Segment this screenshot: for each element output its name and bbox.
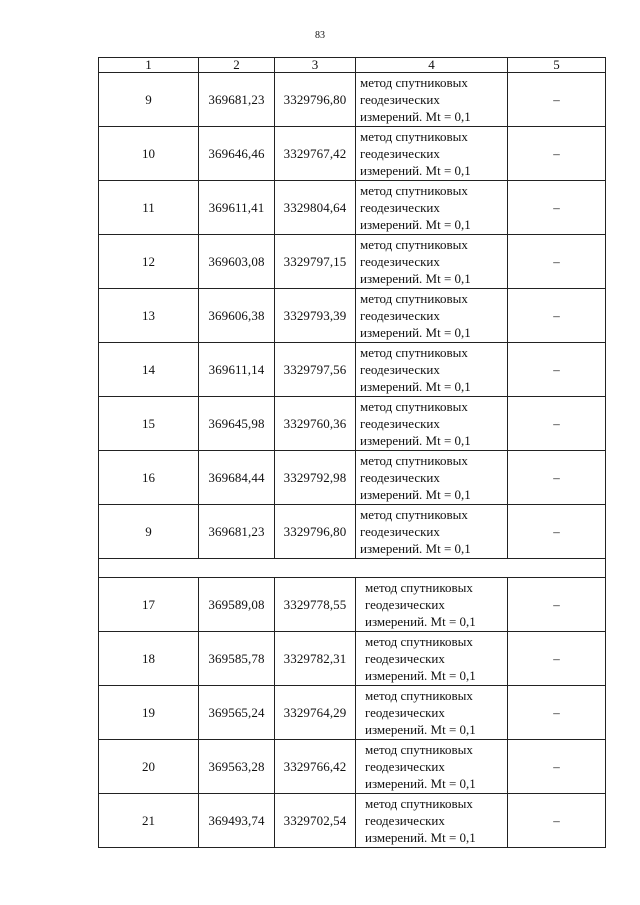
error-cell: –: [508, 632, 606, 686]
x-coordinate-cell: 369585,78: [199, 632, 275, 686]
error-cell: –: [508, 578, 606, 632]
y-coordinate-cell: 3329760,36: [275, 397, 356, 451]
table-row: [99, 289, 606, 343]
column-header: 1: [99, 58, 199, 73]
error-cell: –: [508, 343, 606, 397]
error-cell: –: [508, 181, 606, 235]
method-line: измерений. Mt = 0,1: [365, 830, 476, 845]
y-coordinate-cell: 3329797,15: [275, 235, 356, 289]
table-row: [99, 632, 606, 686]
method-cell: [356, 794, 508, 848]
method-line: измерений. Mt = 0,1: [360, 433, 471, 448]
method-line: геодезических: [360, 254, 440, 269]
point-id-cell: 18: [99, 632, 199, 686]
error-cell: –: [508, 451, 606, 505]
table-row: [99, 73, 606, 127]
point-id-cell: 21: [99, 794, 199, 848]
method-cell: [356, 686, 508, 740]
method-cell: [356, 289, 508, 343]
y-coordinate-cell: 3329793,39: [275, 289, 356, 343]
method-cell: [356, 578, 508, 632]
y-coordinate-cell: 3329797,56: [275, 343, 356, 397]
column-header: 3: [275, 58, 356, 73]
point-id-cell: 17: [99, 578, 199, 632]
error-cell: –: [508, 289, 606, 343]
method-line: геодезических: [360, 200, 440, 215]
section-separator: [99, 559, 606, 578]
table-row: [99, 181, 606, 235]
point-id-cell: 9: [99, 73, 199, 127]
error-cell: –: [508, 794, 606, 848]
error-cell: –: [508, 505, 606, 559]
x-coordinate-cell: 369563,28: [199, 740, 275, 794]
y-coordinate-cell: 3329804,64: [275, 181, 356, 235]
method-line: метод спутниковых: [365, 634, 473, 649]
point-id-cell: 14: [99, 343, 199, 397]
method-line: геодезических: [360, 92, 440, 107]
method-cell: [356, 73, 508, 127]
page-number: 83: [315, 30, 325, 41]
y-coordinate-cell: 3329796,80: [275, 505, 356, 559]
method-line: геодезических: [365, 705, 445, 720]
x-coordinate-cell: 369493,74: [199, 794, 275, 848]
error-cell: –: [508, 127, 606, 181]
method-line: геодезических: [360, 416, 440, 431]
method-cell: [356, 397, 508, 451]
method-line: измерений. Mt = 0,1: [360, 325, 471, 340]
table-row: [99, 505, 606, 559]
table-row: [99, 127, 606, 181]
method-line: измерений. Mt = 0,1: [360, 163, 471, 178]
table-row: [99, 235, 606, 289]
x-coordinate-cell: 369684,44: [199, 451, 275, 505]
method-line: геодезических: [365, 651, 445, 666]
method-line: измерений. Mt = 0,1: [360, 109, 471, 124]
method-line: геодезических: [365, 759, 445, 774]
method-cell: [356, 127, 508, 181]
column-header: 4: [356, 58, 508, 73]
method-cell: [356, 451, 508, 505]
table-row: [99, 686, 606, 740]
method-line: измерений. Mt = 0,1: [360, 541, 471, 556]
method-line: метод спутниковых: [360, 345, 468, 360]
error-cell: –: [508, 73, 606, 127]
table-row: [99, 343, 606, 397]
method-cell: [356, 181, 508, 235]
x-coordinate-cell: 369645,98: [199, 397, 275, 451]
point-id-cell: 12: [99, 235, 199, 289]
method-line: измерений. Mt = 0,1: [360, 379, 471, 394]
point-id-cell: 13: [99, 289, 199, 343]
point-id-cell: 9: [99, 505, 199, 559]
method-line: метод спутниковых: [360, 129, 468, 144]
method-line: геодезических: [360, 146, 440, 161]
error-cell: –: [508, 686, 606, 740]
coordinates-table: [98, 57, 606, 848]
x-coordinate-cell: 369681,23: [199, 505, 275, 559]
method-cell: [356, 740, 508, 794]
y-coordinate-cell: 3329778,55: [275, 578, 356, 632]
table-row: [99, 740, 606, 794]
y-coordinate-cell: 3329766,42: [275, 740, 356, 794]
x-coordinate-cell: 369565,24: [199, 686, 275, 740]
point-id-cell: 16: [99, 451, 199, 505]
point-id-cell: 11: [99, 181, 199, 235]
method-line: метод спутниковых: [365, 580, 473, 595]
y-coordinate-cell: 3329767,42: [275, 127, 356, 181]
method-line: метод спутниковых: [365, 742, 473, 757]
method-line: измерений. Mt = 0,1: [360, 271, 471, 286]
method-line: метод спутниковых: [365, 688, 473, 703]
method-line: измерений. Mt = 0,1: [365, 668, 476, 683]
error-cell: –: [508, 235, 606, 289]
y-coordinate-cell: 3329702,54: [275, 794, 356, 848]
method-line: метод спутниковых: [360, 237, 468, 252]
method-line: измерений. Mt = 0,1: [360, 487, 471, 502]
x-coordinate-cell: 369611,14: [199, 343, 275, 397]
method-line: измерений. Mt = 0,1: [365, 614, 476, 629]
y-coordinate-cell: 3329782,31: [275, 632, 356, 686]
method-line: измерений. Mt = 0,1: [365, 722, 476, 737]
method-line: измерений. Mt = 0,1: [365, 776, 476, 791]
table-row: [99, 397, 606, 451]
table-row: [99, 794, 606, 848]
x-coordinate-cell: 369611,41: [199, 181, 275, 235]
method-line: геодезических: [360, 524, 440, 539]
point-id-cell: 19: [99, 686, 199, 740]
method-line: метод спутниковых: [360, 399, 468, 414]
y-coordinate-cell: 3329796,80: [275, 73, 356, 127]
method-line: метод спутниковых: [360, 75, 468, 90]
method-cell: [356, 505, 508, 559]
y-coordinate-cell: 3329792,98: [275, 451, 356, 505]
table-row: [99, 578, 606, 632]
method-line: геодезических: [360, 308, 440, 323]
point-id-cell: 10: [99, 127, 199, 181]
method-line: метод спутниковых: [360, 453, 468, 468]
x-coordinate-cell: 369646,46: [199, 127, 275, 181]
method-line: метод спутниковых: [360, 183, 468, 198]
method-line: метод спутниковых: [360, 507, 468, 522]
method-cell: [356, 343, 508, 397]
method-line: геодезических: [365, 597, 445, 612]
error-cell: –: [508, 397, 606, 451]
method-cell: [356, 235, 508, 289]
section-separator-row: [99, 559, 606, 578]
y-coordinate-cell: 3329764,29: [275, 686, 356, 740]
method-line: геодезических: [360, 362, 440, 377]
column-header: 2: [199, 58, 275, 73]
method-line: геодезических: [365, 813, 445, 828]
x-coordinate-cell: 369681,23: [199, 73, 275, 127]
x-coordinate-cell: 369589,08: [199, 578, 275, 632]
table-header-row: [99, 58, 606, 73]
method-line: метод спутниковых: [360, 291, 468, 306]
method-line: измерений. Mt = 0,1: [360, 217, 471, 232]
method-cell: [356, 632, 508, 686]
x-coordinate-cell: 369603,08: [199, 235, 275, 289]
x-coordinate-cell: 369606,38: [199, 289, 275, 343]
error-cell: –: [508, 740, 606, 794]
column-header: 5: [508, 58, 606, 73]
method-line: геодезических: [360, 470, 440, 485]
method-line: метод спутниковых: [365, 796, 473, 811]
point-id-cell: 20: [99, 740, 199, 794]
point-id-cell: 15: [99, 397, 199, 451]
table-row: [99, 451, 606, 505]
